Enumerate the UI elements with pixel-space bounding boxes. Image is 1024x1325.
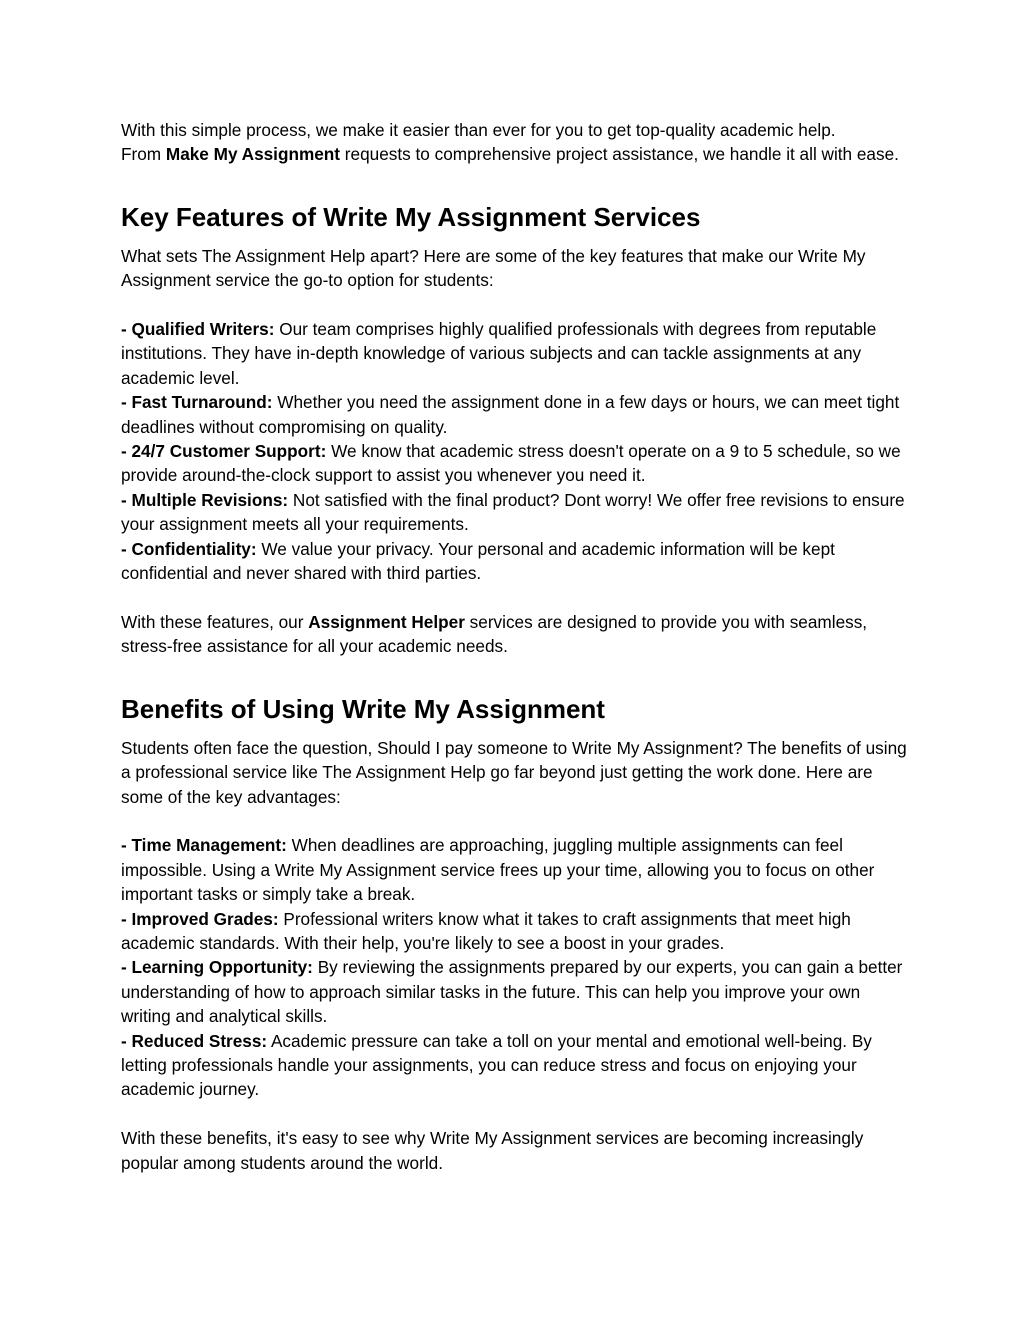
feature-item-customer-support [121, 439, 911, 488]
benefit-text: By reviewing the assignments prepared by our experts, you can gain a better understanding of how to approach similar tasks in the future. This can help you improve your own writing and analytical skills. [121, 957, 903, 1027]
intro-from: From [121, 144, 166, 165]
feature-label: - Qualified Writers: [121, 319, 275, 340]
features-heading: Key Features of Write My Assignment Services [121, 201, 701, 232]
intro-paragraph [121, 118, 911, 167]
benefits-lead: Students often face the question, Should I pay someone to Write My Assignment? The benefits of using a professional service like The Assignment Help go far beyond just getting the work done. Here are some of the key advantages: [121, 737, 907, 807]
benefit-label: - Learning Opportunity: [121, 957, 313, 978]
benefit-item-improved-grades [121, 907, 911, 956]
feature-text: Not satisfied with the final product? Dont worry! We offer free revisions to ensure your assignment meets all your requirements. [121, 489, 905, 535]
features-closing-post: services are designed to provide you with seamless, stress-free assistance for all your academic needs. [121, 611, 868, 657]
document-page [121, 118, 911, 1175]
benefit-label: - Improved Grades: [121, 908, 279, 929]
features-closing-pre: With these features, our [121, 611, 309, 632]
benefit-text: When deadlines are approaching, juggling multiple assignments can feel impossible. Using a Write My Assignment service frees up your time, allowing you to focus on other important tasks or simply take a break. [121, 835, 875, 905]
feature-item-multiple-revisions [121, 488, 911, 537]
intro-rest: requests to comprehensive project assistance, we handle it all with ease. [340, 144, 899, 165]
feature-text: Our team comprises highly qualified professionals with degrees from reputable institutions. They have in-depth knowledge of various subjects and can tackle assignments at any academic level. [121, 319, 877, 388]
feature-label: - Fast Turnaround: [121, 392, 273, 413]
intro-line1: With this simple process, we make it easier than ever for you to get top-quality academic help. [121, 120, 836, 140]
feature-text: We value your privacy. Your personal and academic information will be kept confidential and never shared with third parties. [121, 538, 835, 584]
benefit-item-learning-opportunity [121, 955, 911, 1028]
features-closing [121, 610, 911, 659]
benefit-text: Professional writers know what it takes to craft assignments that meet high academic standards. With their help, you're likely to see a boost in your grades. [121, 908, 851, 953]
feature-item-fast-turnaround [121, 390, 911, 439]
feature-label: - 24/7 Customer Support: [121, 441, 327, 462]
benefit-label: - Reduced Stress: [121, 1030, 268, 1051]
feature-label: - Multiple Revisions: [121, 489, 289, 510]
feature-text: We know that academic stress doesn't operate on a 9 to 5 schedule, so we provide around-the-clock support to assist you whenever you need it. [121, 441, 901, 486]
benefit-item-reduced-stress [121, 1029, 911, 1102]
benefits-closing: With these benefits, it's easy to see why Write My Assignment services are becoming increasingly popular among students around the world. [121, 1128, 864, 1173]
feature-text: Whether you need the assignment done in a few days or hours, we can meet tight deadlines without compromising on quality. [121, 392, 900, 437]
feature-item-confidentiality [121, 537, 911, 586]
features-lead: What sets The Assignment Help apart? Here are some of the key features that make our Write My Assignment service the go-to option for students: [121, 245, 866, 291]
intro-bold-term: Make My Assignment [165, 144, 341, 165]
feature-label: - Confidentiality: [121, 538, 257, 559]
benefit-text: Academic pressure can take a toll on your mental and emotional well-being. By letting professionals handle your assignments, you can reduce stress and focus on enjoying your academic journey. [121, 1030, 872, 1100]
benefit-item-time-management [121, 833, 911, 906]
feature-item-qualified-writers [121, 317, 911, 390]
features-closing-bold: Assignment Helper [308, 611, 465, 632]
benefit-label: - Time Management: [121, 835, 287, 856]
benefits-heading: Benefits of Using Write My Assignment [121, 693, 605, 724]
